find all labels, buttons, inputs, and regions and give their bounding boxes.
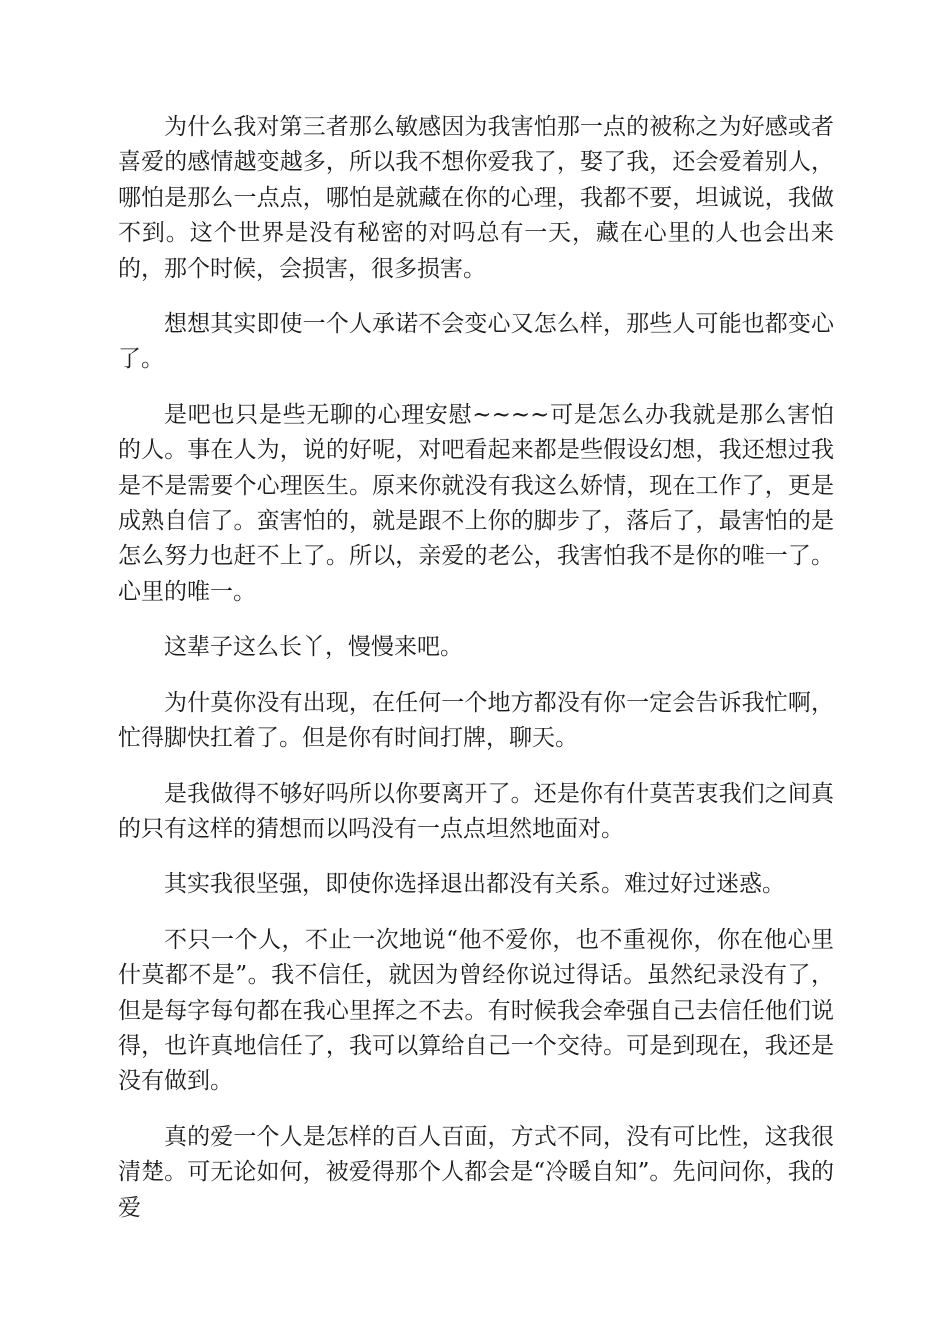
document-page: [118, 110, 834, 1246]
paragraph-3: 是吧也只是些无聊的心理安慰~~~~可是怎么办我就是那么害怕的人。事在人为，说的好呢，对吧看起来都是些假设幻想，我还想过我是不是需要个心理医生。原来你就没有我这么娇情，现在工作了，更是成熟自信了。蛮害怕的，就是跟不上你的脚步了，落后了，最害怕的是怎么努力也赶不上了。所以，亲爱的老公，我害怕我不是你的唯一了。心里的唯一。: [118, 401, 834, 605]
paragraph-1: 为什么我对第三者那么敏感因为我害怕那一点的被称之为好感或者喜爱的感情越变越多，所以我不想你爱我了，娶了我，还会爱着别人，哪怕是那么一点点，哪怕是就藏在你的心理，我都不要，坦诚说，我做不到。这个世界是没有秘密的对吗总有一天，藏在心里的人也会出来的，那个时候，会损害，很多损害。: [118, 114, 834, 282]
paragraph-2: 想想其实即使一个人承诺不会变心又怎么样，那些人可能也都变心了。: [118, 311, 834, 373]
paragraph-8: 不只一个人，不止一次地说“他不爱你，也不重视你，你在他心里什莫都不是”。我不信任，就因为曾经你说过得话。虽然纪录没有了，但是每字每句都在我心里挥之不去。有时候我会牵强自己去信任他们说得，也许真地信任了，我可以算给自己一个交待。可是到现在，我还是没有做到。: [118, 926, 834, 1095]
paragraph-9: 真的爱一个人是怎样的百人百面，方式不同，没有可比性，这我很清楚。可无论如何，被爱得那个人都会是“冷暖自知”。先问问你，我的爱: [118, 1123, 834, 1221]
paragraph-5: 为什莫你没有出现，在任何一个地方都没有你一定会告诉我忙啊，忙得脚快扛着了。但是你有时间打牌，聊天。: [118, 689, 834, 752]
paragraph-6: 是我做得不够好吗所以你要离开了。还是你有什莫苦衷我们之间真的只有这样的猜想而以吗没有一点点坦然地面对。: [118, 780, 834, 842]
paragraph-7: 其实我很坚强，即使你选择退出都没有关系。难过好过迷惑。: [164, 871, 785, 898]
paragraph-4: 这辈子这么长丫，慢慢来吧。: [164, 634, 463, 661]
